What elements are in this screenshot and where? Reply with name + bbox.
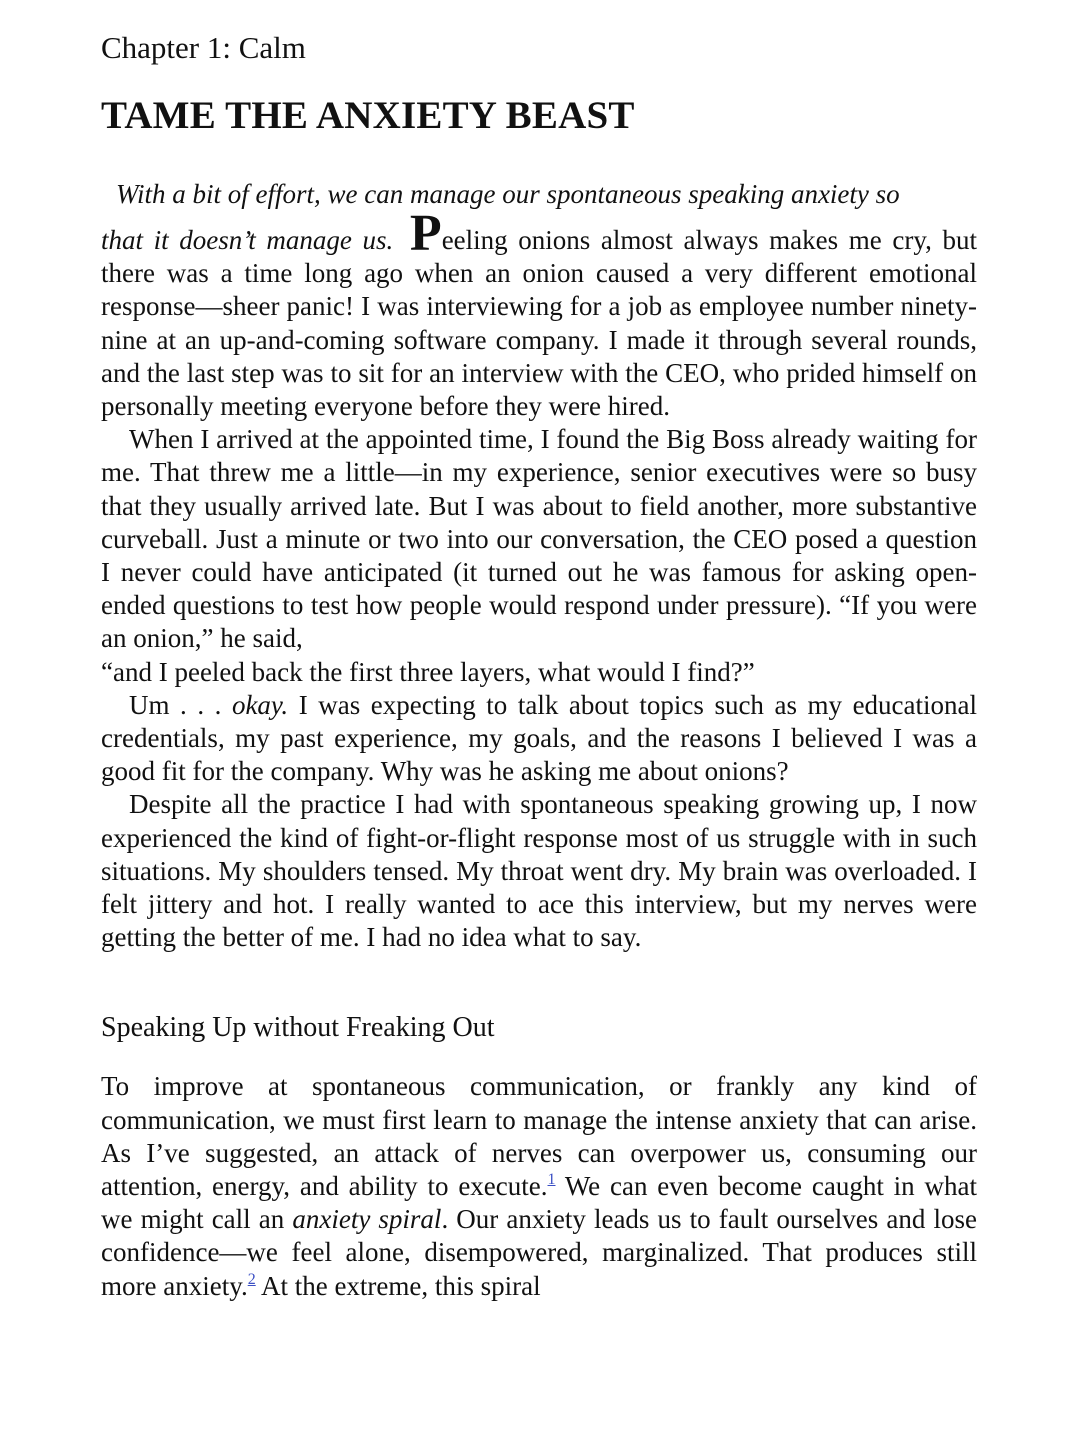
paragraph-um-okay (101, 689, 977, 789)
footnote-link-2[interactable]: 2 (247, 1270, 256, 1288)
epigraph-line-1: With a bit of effort, we can manage our spontaneous speaking anxiety so (116, 179, 900, 209)
drop-cap: P (409, 205, 442, 262)
section-paragraph (101, 1070, 977, 1302)
paragraph-onion-question: “and I peeled back the first three layers, what would I find?” (101, 656, 755, 687)
expectation-text: I was expecting to talk about topics such as my educational credentials, my past experience, my goals, and the reasons I believed I was a good fit for the company. Why was he asking me about onions? (101, 689, 978, 787)
section-text-a: To improve at spontaneous communication, or frankly any kind of communication, we must first learn to manage the intense anxiety that can arise. As I’ve suggested, an attack of nerves can overpower us, consuming our attention, energy, and ability to execute. (101, 1071, 977, 1202)
um-text: Um . . . (129, 689, 232, 720)
book-page (101, 26, 977, 1303)
section-heading: Speaking Up without Freaking Out (101, 1012, 495, 1044)
section-text-b: We can even become caught in what we might call an (101, 1171, 977, 1235)
section-text-d: At the extreme, this spiral (255, 1270, 541, 1301)
chapter-title: TAME THE ANXIETY BEAST (101, 94, 635, 137)
chapter-label: Chapter 1: Calm (101, 30, 306, 65)
epigraph (101, 176, 977, 423)
paragraph-arrival: When I arrived at the appointed time, I found the Big Boss already waiting for me. That threw me a little—in my experience, senior executives were so busy that they usually arrived late. But I was about to field another, more substantive curveball. Just a minute or two into our conversation, the CEO posed a question I never could have anticipated (it turned out he was famous for asking open-ended questions to test how people would respond under pressure). “If you were an onion,” he said, (101, 424, 977, 654)
paragraph-fight-or-flight: Despite all the practice I had with spontaneous speaking growing up, I now experienced the kind of fight-or-flight response most of us struggle with in such situations. My shoulders tensed. My throat went dry. My brain was overloaded. I felt jittery and hot. I really wanted to ace this interview, but my nerves were getting the better of me. I had no idea what to say. (101, 789, 977, 953)
anxiety-spiral-emphasis: anxiety spiral (292, 1204, 442, 1235)
opening-paragraph (101, 205, 978, 423)
okay-emphasis: okay. (231, 689, 289, 720)
footnote-link-1[interactable]: 1 (547, 1171, 556, 1189)
opening-paragraph-text: eeling onions almost always makes me cry, but there was a time long ago when an onion caused a very different emotional response—sheer panic! I was interviewing for a job as employee number ninety-nine at an up-and-coming software company. I made it through several rounds, and the last step was to sit for an interview with the CEO, who prided himself on personally meeting everyone before they were hired. (101, 225, 978, 422)
epigraph-line-2: that it doesn’t manage us. (101, 225, 394, 255)
section-text-c: . Our anxiety leads us to fault ourselves and lose confidence—we feel alone, disempowered, marginalized. That produces still more anxiety. (101, 1204, 977, 1301)
